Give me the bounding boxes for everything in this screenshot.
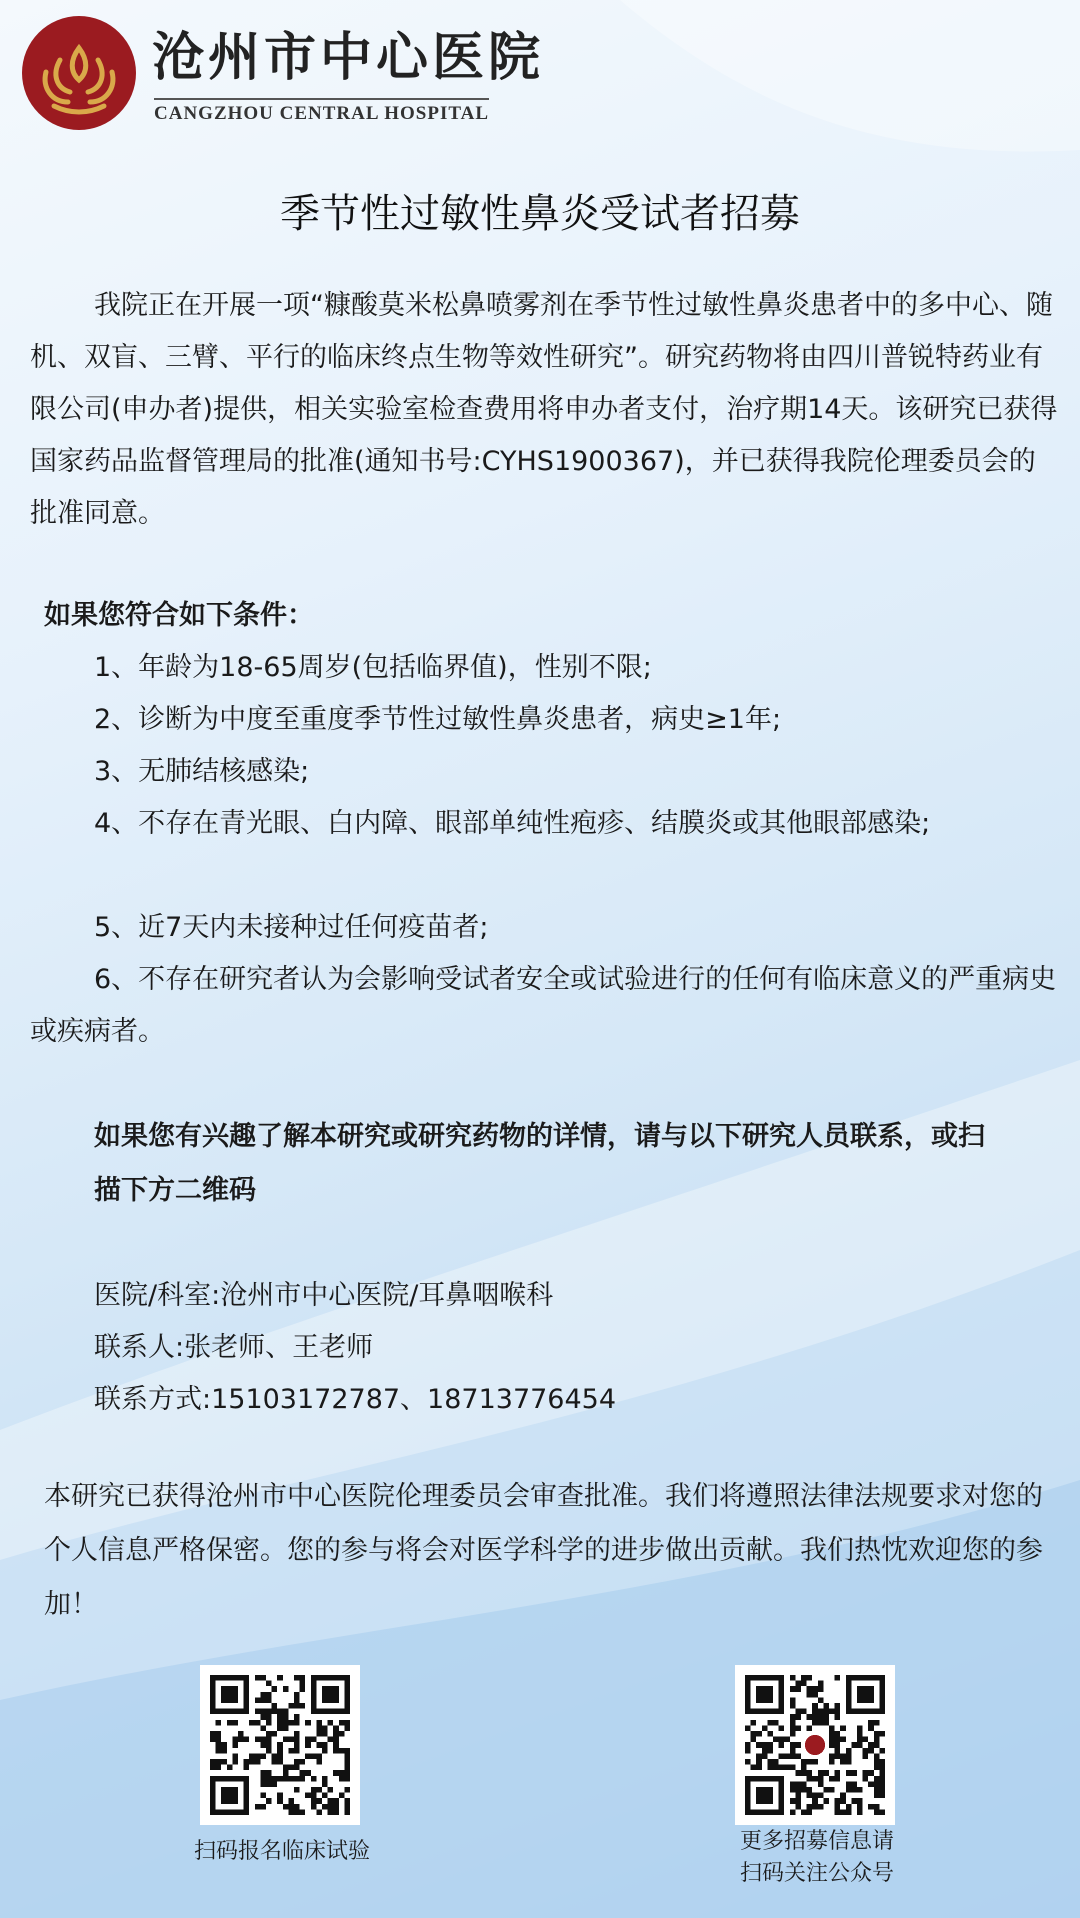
condition-item: 5、近7天内未接种过任何疫苗者; [94,912,489,943]
qr-code-official-account[interactable] [735,1665,895,1825]
interest-callout: 如果您有兴趣了解本研究或研究药物的详情，请与以下研究人员联系，或扫描下方二维码 [94,1121,985,1206]
contact-person: 联系人:张老师、王老师 [94,1332,374,1363]
contact-phone: 联系方式:15103172787、18713776454 [94,1384,617,1415]
condition-item: 6、不存在研究者认为会影响受试者安全或试验进行的任何有临床意义的严重病史或疾病者。 [30,964,1057,1047]
intro-paragraph: 我院正在开展一项“糠酸莫米松鼻喷雾剂在季节性过敏性鼻炎患者中的多中心、随机、双盲、三臂、平行的临床终点生物等效性研究”。研究药物将由四川普锐特药业有限公司(申办者)提供，相关实验室检查费用将申办者支付，治疗期14天。该研究已获得国家药品监督管理局的批准(通知书号:CYHS1900367)，并已获得我院伦理委员会的批准同意。 [30,290,1058,529]
qr-code-icon [745,1675,885,1815]
lotus-logo-icon [20,14,138,132]
closing-paragraph: 本研究已获得沧州市中心医院伦理委员会审查批准。我们将遵照法律法规要求对您的个人信息严格保密。您的参与将会对医学科学的进步做出贡献。我们热忱欢迎您的参加！ [44,1481,1043,1620]
conditions-heading: 如果您符合如下条件： [44,600,314,631]
qr-caption-official-line2: 扫码关注公众号 [739,1861,894,1886]
page-title: 季节性过敏性鼻炎受试者招募 [280,191,800,237]
hospital-name-en: CANGZHOU CENTRAL HOSPITAL [154,98,489,125]
condition-item: 1、年龄为18-65周岁(包括临界值)，性别不限; [94,652,652,683]
condition-item: 2、诊断为中度至重度季节性过敏性鼻炎患者，病史≥1年; [94,704,782,735]
contact-department: 医院/科室:沧州市中心医院/耳鼻咽喉科 [94,1280,554,1311]
qr-caption-official-line1: 更多招募信息请 [739,1829,894,1854]
qr-caption-register: 扫码报名临床试验 [193,1839,370,1864]
condition-item: 3、无肺结核感染; [94,756,310,787]
condition-item: 4、不存在青光眼、白内障、眼部单纯性疱疹、结膜炎或其他眼部感染; [94,808,931,839]
hospital-header [20,14,545,134]
hospital-name-cn: 沧州市中心医院 [152,27,545,88]
qr-code-icon [210,1675,350,1815]
qr-code-register[interactable] [200,1665,360,1825]
